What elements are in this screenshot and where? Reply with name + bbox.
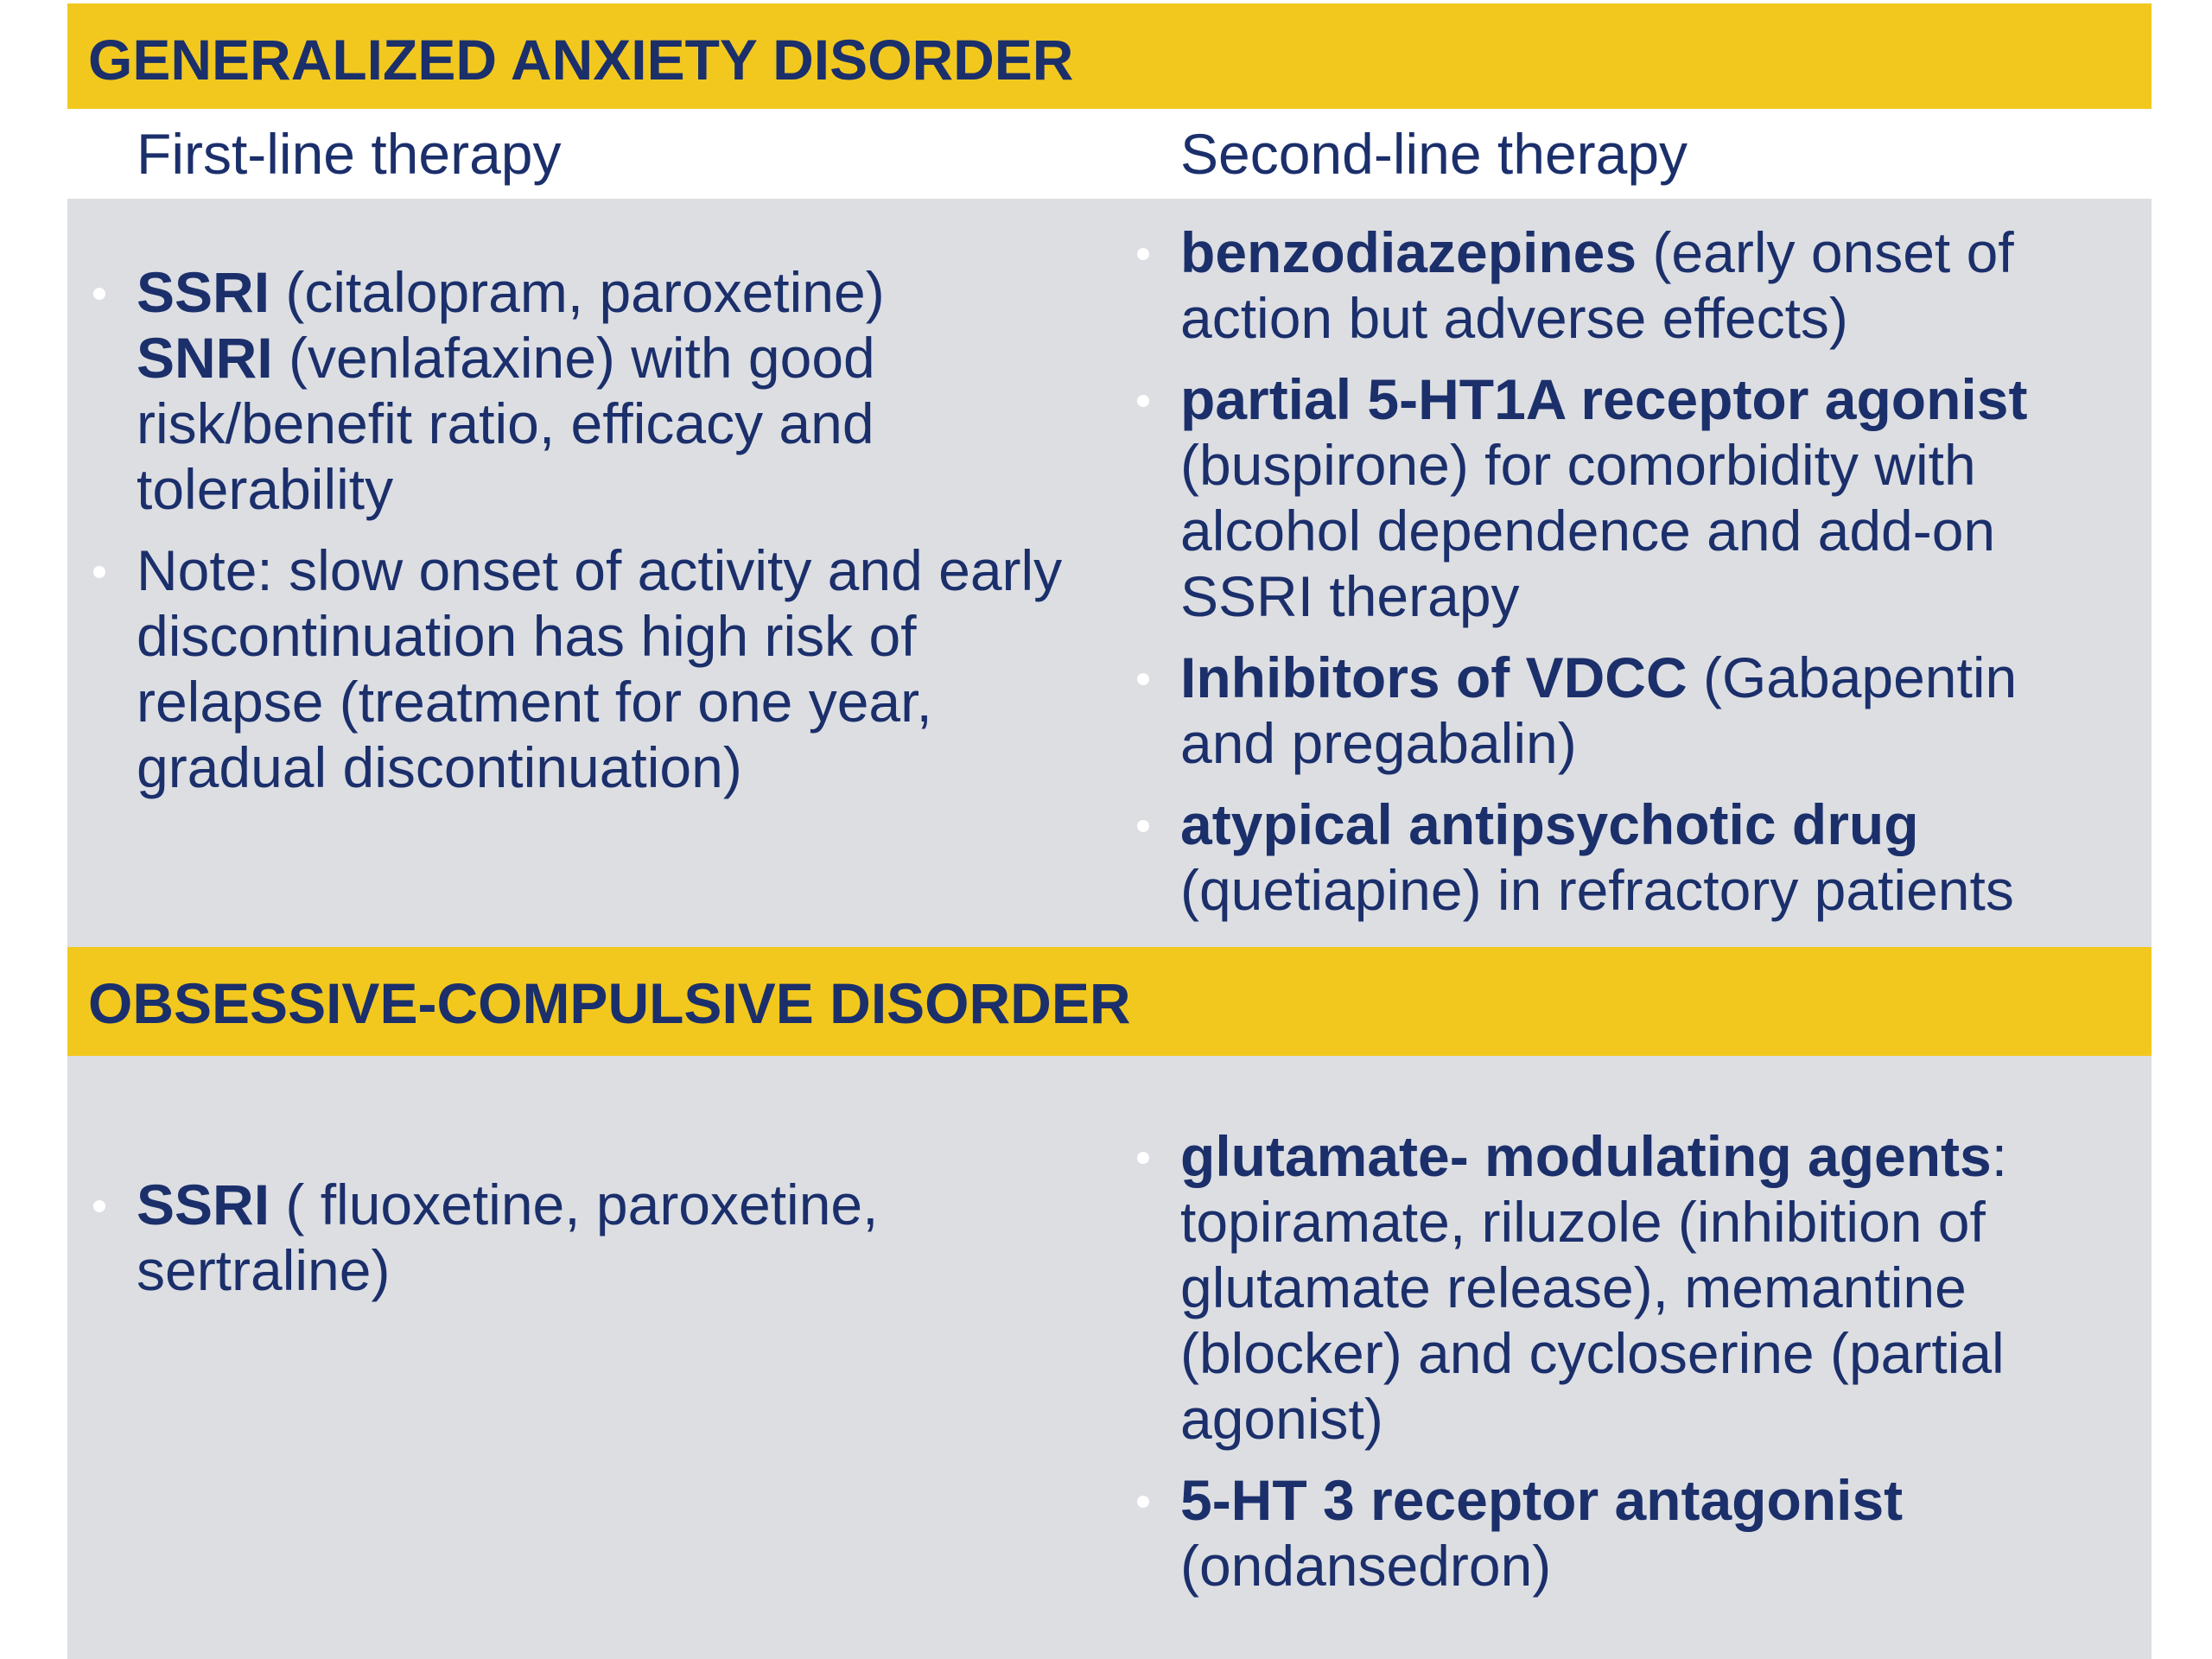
gad-title-band: [67, 3, 2152, 109]
drug-detail: (early onset of action but adverse effects): [1180, 220, 2014, 350]
list-item: [1180, 1123, 2088, 1452]
list-item: [1180, 219, 2118, 351]
drug-class: SSRI: [137, 1173, 270, 1236]
ocd-title: OBSESSIVE-COMPULSIVE DISORDER: [88, 971, 1131, 1035]
drug-detail: (quetiapine) in refractory patients: [1180, 858, 2014, 922]
drug-class: glutamate- modulating agents: [1180, 1124, 1992, 1188]
gad-first-line-list: [137, 259, 1113, 816]
drug-detail: : topiramate, riluzole (inhibition of glutamate release), memantine (blocker) and cycloserine (partial agonist): [1180, 1124, 2008, 1451]
drug-class: atypical antipsychotic drug: [1180, 792, 1919, 856]
ocd-title-band: [67, 947, 2152, 1056]
drug-class: SSRI: [137, 260, 270, 324]
list-item: [1180, 791, 2118, 923]
list-item: [1180, 645, 2118, 776]
drug-class: 5-HT 3 receptor antagonist: [1180, 1468, 1904, 1532]
list-item: [137, 1172, 1018, 1303]
note-text: Note: slow onset of activity and early discontinuation has high risk of relapse (treatment for one year, gradual discontinuation): [137, 538, 1063, 799]
drug-detail: ( fluoxetine, paroxetine, sertraline): [137, 1173, 879, 1302]
drug-class: benzodiazepines: [1180, 220, 1637, 284]
list-item: [1180, 366, 2118, 629]
ocd-second-line-list: [1180, 1123, 2088, 1614]
list-item: [1180, 1467, 2088, 1599]
list-item: [137, 537, 1113, 800]
drug-class: SNRI: [137, 326, 273, 390]
drug-class: partial 5-HT1A receptor agonist: [1180, 367, 2028, 431]
list-item: [137, 259, 1113, 522]
drug-detail: (citalopram, paroxetine): [270, 260, 885, 324]
ocd-first-line-list: [137, 1172, 1018, 1319]
gad-second-line-list: [1180, 219, 2118, 938]
drug-detail: (Gabapentin and pregabalin): [1180, 645, 2018, 775]
drug-detail: (ondansedron): [1180, 1534, 1552, 1598]
drug-detail: (buspirone) for comorbidity with alcohol dependence and add-on SSRI therapy: [1180, 433, 1996, 628]
drug-class: Inhibitors of VDCC: [1180, 645, 1688, 709]
second-line-header: Second-line therapy: [1180, 122, 1688, 186]
drug-detail: (venlafaxine) with good risk/benefit ratio, efficacy and tolerability: [137, 326, 875, 521]
first-line-header: First-line therapy: [137, 122, 562, 186]
gad-title: GENERALIZED ANXIETY DISORDER: [88, 28, 1074, 92]
